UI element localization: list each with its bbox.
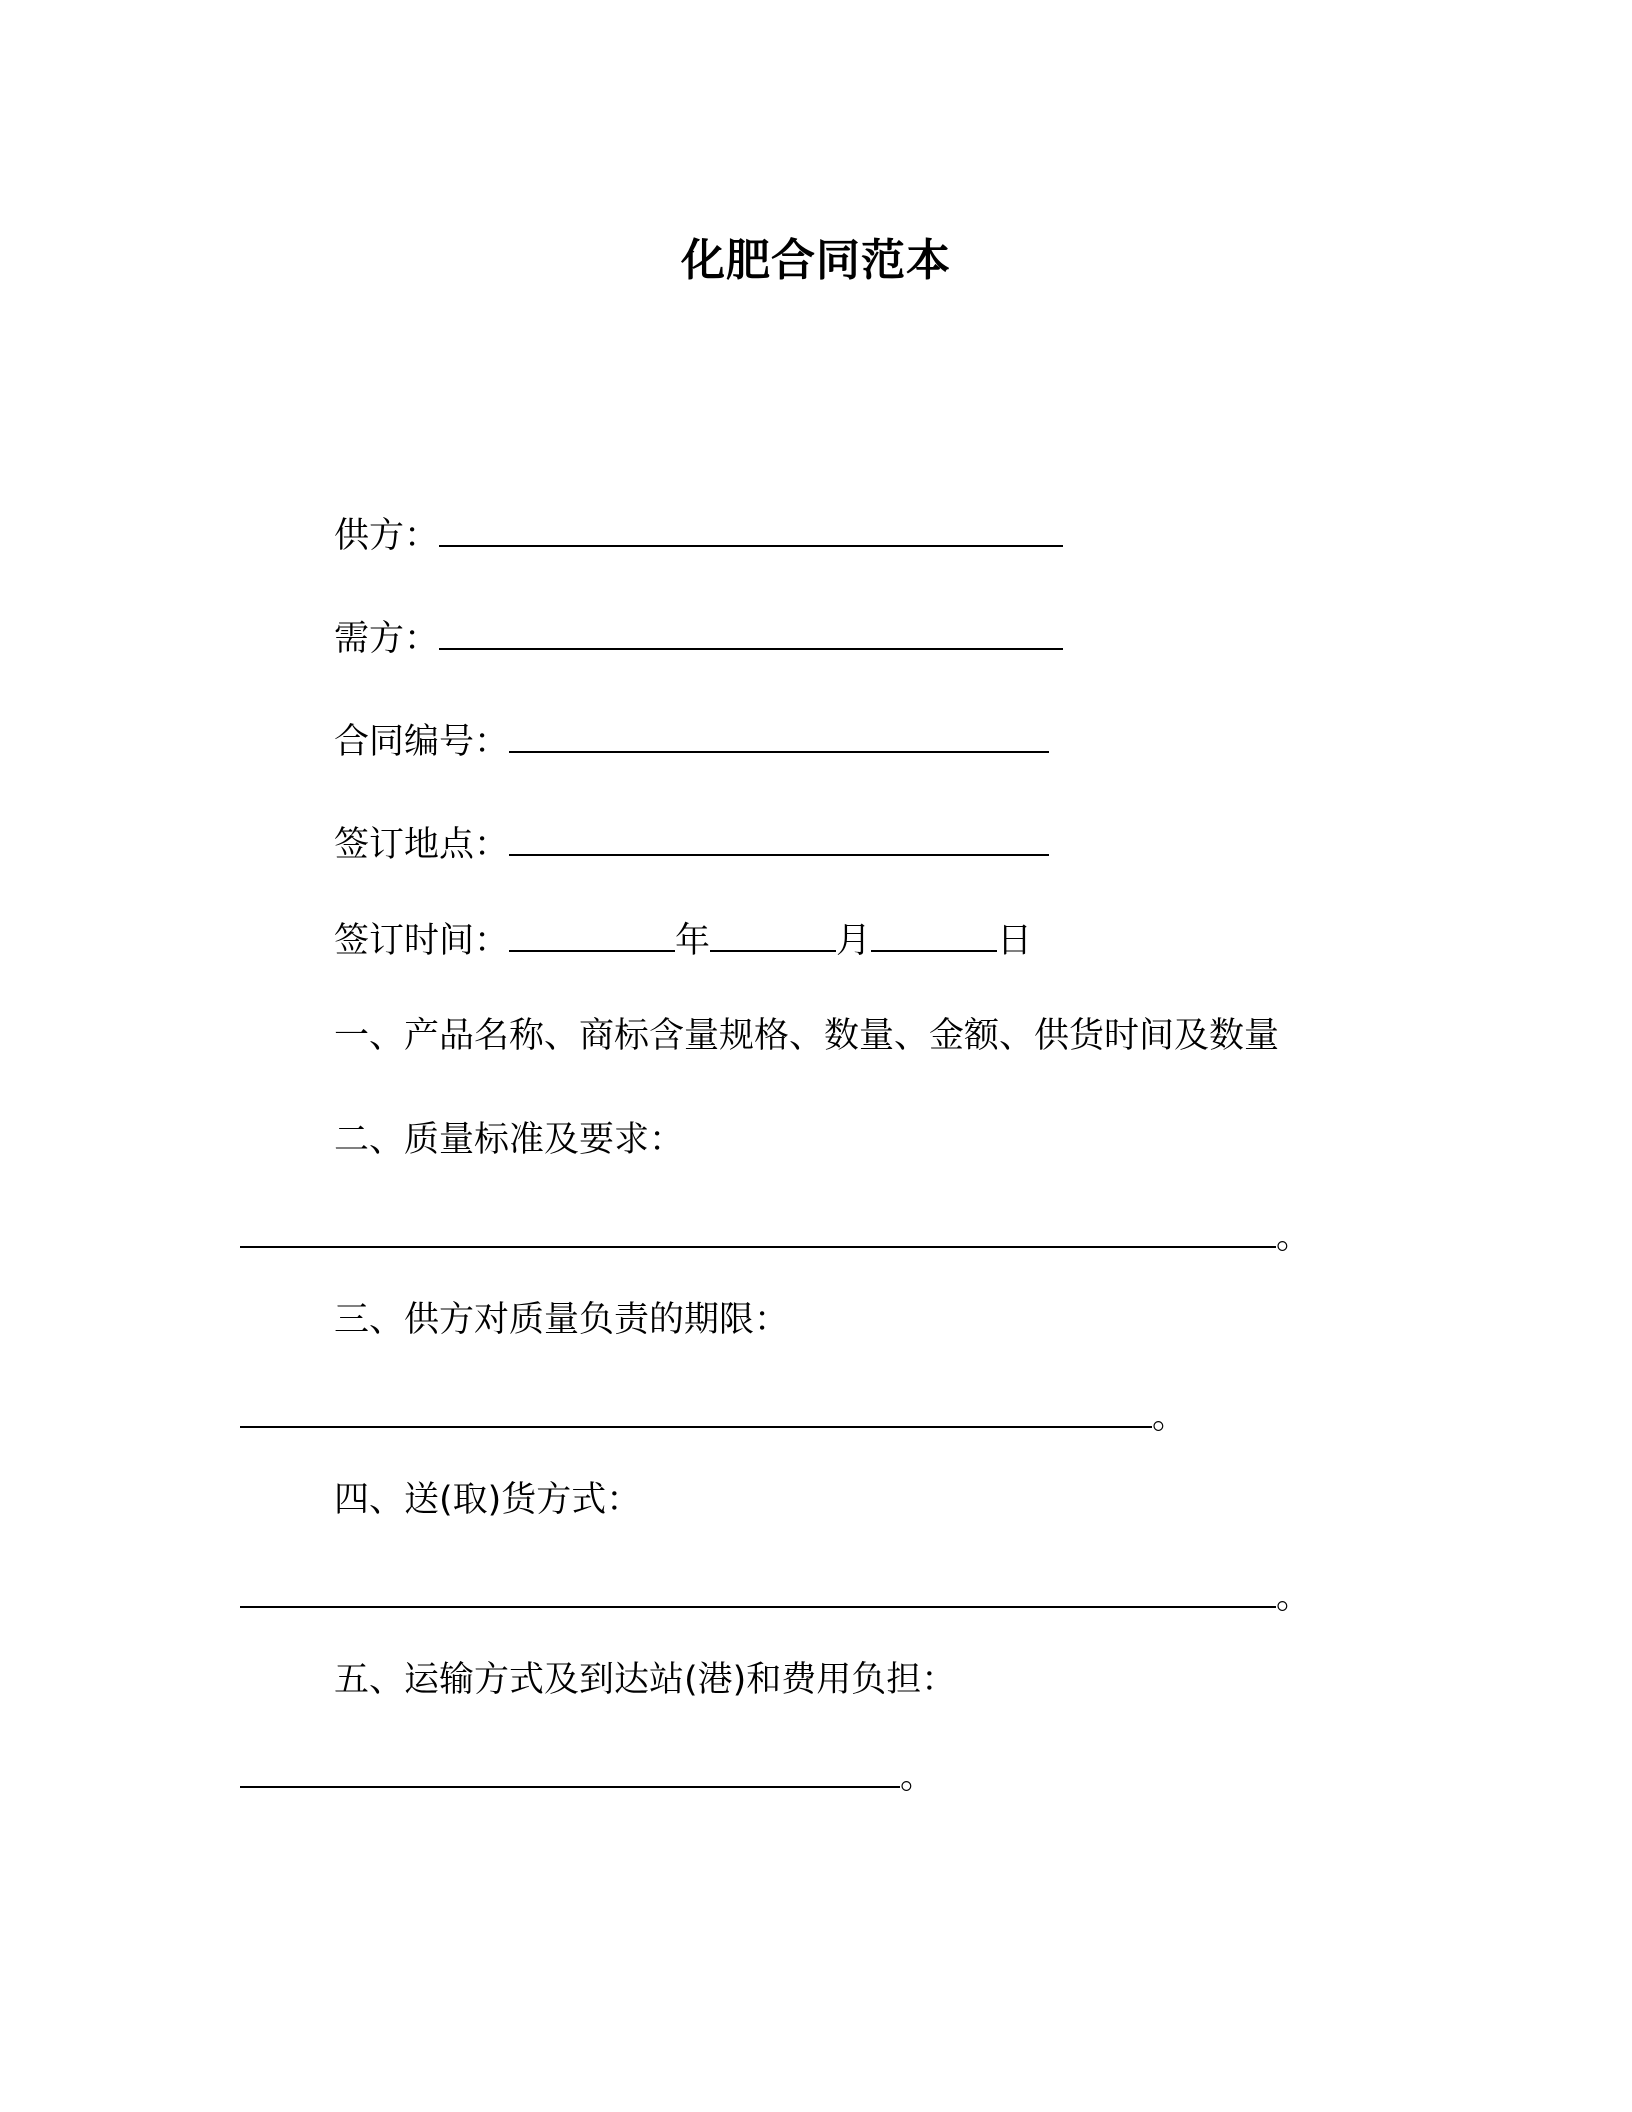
section-3-period: 。 <box>1152 1397 1188 1437</box>
supplier-blank[interactable] <box>439 505 1063 547</box>
month-label: 月 <box>836 921 872 961</box>
section-5-blank[interactable] <box>240 1746 900 1788</box>
section-4-heading: 四、送(取)货方式： <box>334 1480 642 1520</box>
section-2-blank[interactable] <box>240 1206 1276 1248</box>
section-4-answer-row <box>240 1566 1311 1621</box>
section-4-blank[interactable] <box>240 1566 1276 1608</box>
section-2-heading: 二、质量标准及要求： <box>334 1120 685 1160</box>
sign-time-row <box>334 910 1032 965</box>
contract-no-row <box>334 711 1049 766</box>
document-title: 化肥合同范本 <box>681 235 951 286</box>
supplier-label: 供方： <box>334 516 440 556</box>
sign-place-row <box>334 814 1049 869</box>
section-3-answer-row <box>240 1386 1187 1441</box>
section-5-period: 。 <box>900 1757 936 1797</box>
sign-place-label: 签订地点： <box>334 825 510 865</box>
section-5-heading: 五、运输方式及到达站(港)和费用负担： <box>334 1660 957 1700</box>
day-label: 日 <box>997 921 1033 961</box>
day-blank[interactable] <box>871 910 997 952</box>
section-5-answer-row <box>240 1746 935 1801</box>
section-2-answer-row <box>240 1206 1311 1261</box>
sign-time-label: 签订时间： <box>334 921 510 961</box>
section-1-heading: 一、产品名称、商标含量规格、数量、金额、供货时间及数量 <box>334 1016 1280 1056</box>
sign-place-blank[interactable] <box>509 814 1049 856</box>
buyer-blank[interactable] <box>439 608 1063 650</box>
section-3-blank[interactable] <box>240 1386 1152 1428</box>
section-3-heading: 三、供方对质量负责的期限： <box>334 1300 790 1340</box>
contract-no-label: 合同编号： <box>334 722 510 762</box>
supplier-row <box>334 505 1063 560</box>
month-blank[interactable] <box>710 910 836 952</box>
buyer-label: 需方： <box>334 619 440 659</box>
section-2-period: 。 <box>1276 1217 1312 1257</box>
section-4-period: 。 <box>1276 1577 1312 1617</box>
year-blank[interactable] <box>509 910 675 952</box>
buyer-row <box>334 608 1063 663</box>
year-label: 年 <box>675 921 711 961</box>
contract-no-blank[interactable] <box>509 711 1049 753</box>
